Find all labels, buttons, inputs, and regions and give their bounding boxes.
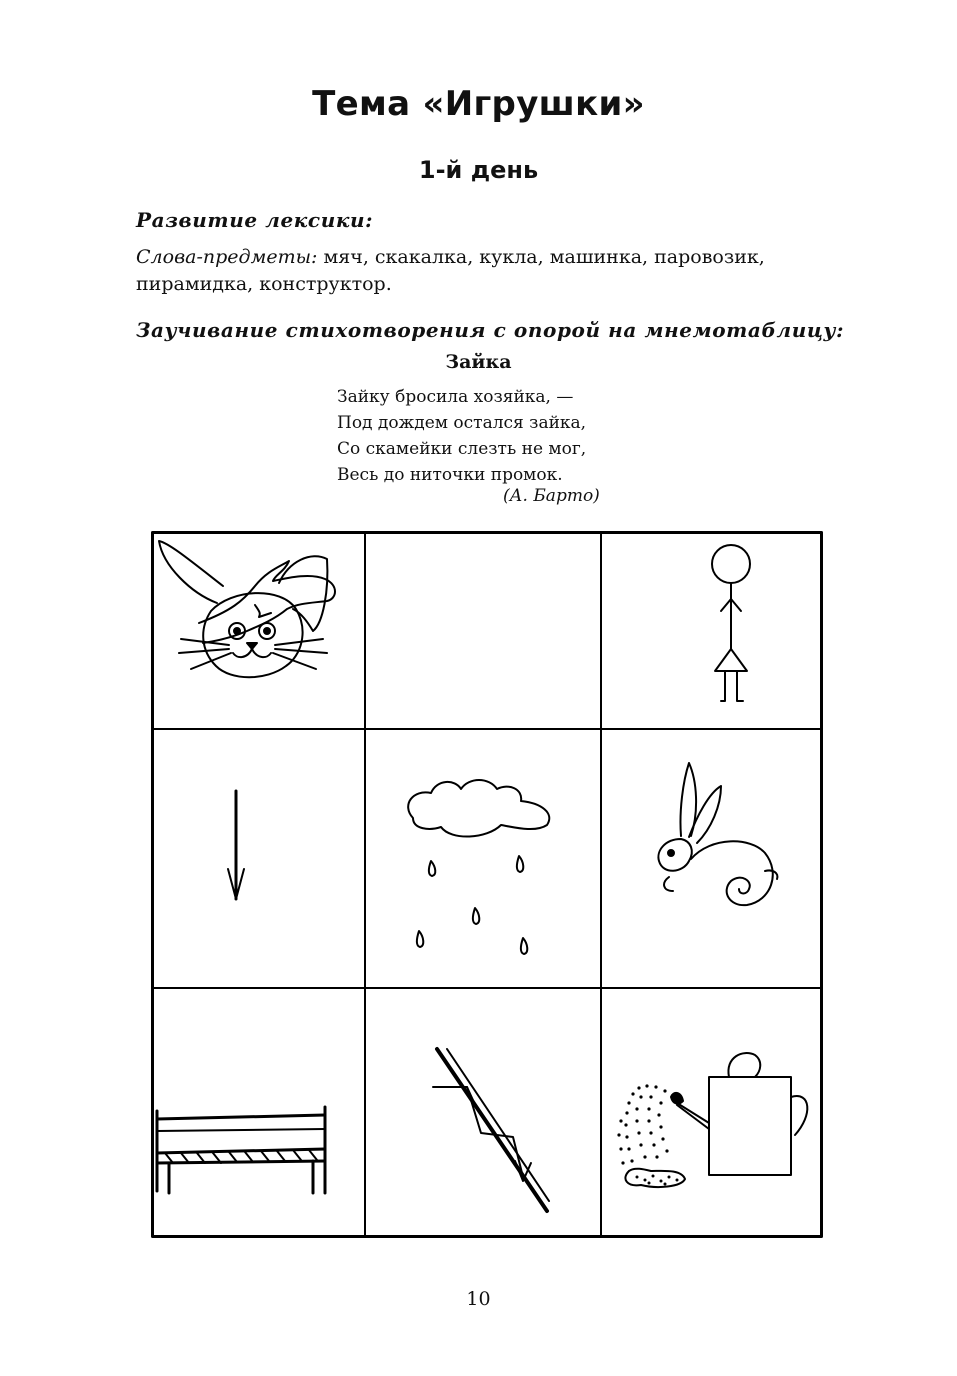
poem-line: Со скамейки слезть не мог, [337, 439, 587, 459]
rain-cloud-icon [408, 780, 549, 954]
girl-figure-icon [712, 545, 750, 701]
page-title: Тема «Игрушки» [312, 84, 645, 124]
day-heading: 1-й день [418, 156, 539, 184]
lexicon-label: Слова-предметы: [136, 246, 318, 268]
page-number: 10 [466, 1288, 491, 1310]
lexicon-words: мяч, скакалка, кукла, машинка, паровозик, пирамидка, конструктор. [136, 246, 765, 295]
poem-text [337, 384, 586, 488]
poem-line: Под дождем остался зайка, [337, 413, 587, 433]
arrow-down-icon [228, 791, 244, 899]
poem-line: Весь до ниточки промок. [337, 465, 563, 485]
mnemotable-grid [153, 533, 822, 1237]
lexicon-paragraph [136, 244, 871, 298]
poem-author: (А. Барто) [503, 486, 600, 506]
bunny-icon [658, 763, 777, 905]
poem-line: Зайку бросила хозяйка, — [337, 387, 574, 407]
poem-heading: Заучивание стихотворения с опорой на мнемотаблицу: [136, 318, 845, 342]
lexicon-heading: Развитие лексики: [136, 208, 374, 232]
watering-can-icon [617, 1053, 807, 1187]
bench-icon [157, 1107, 325, 1193]
poem-title: Зайка [445, 351, 512, 373]
mnemotable [151, 531, 823, 1238]
slide-down-icon [433, 1049, 549, 1211]
bunny-face-icon [159, 541, 327, 677]
